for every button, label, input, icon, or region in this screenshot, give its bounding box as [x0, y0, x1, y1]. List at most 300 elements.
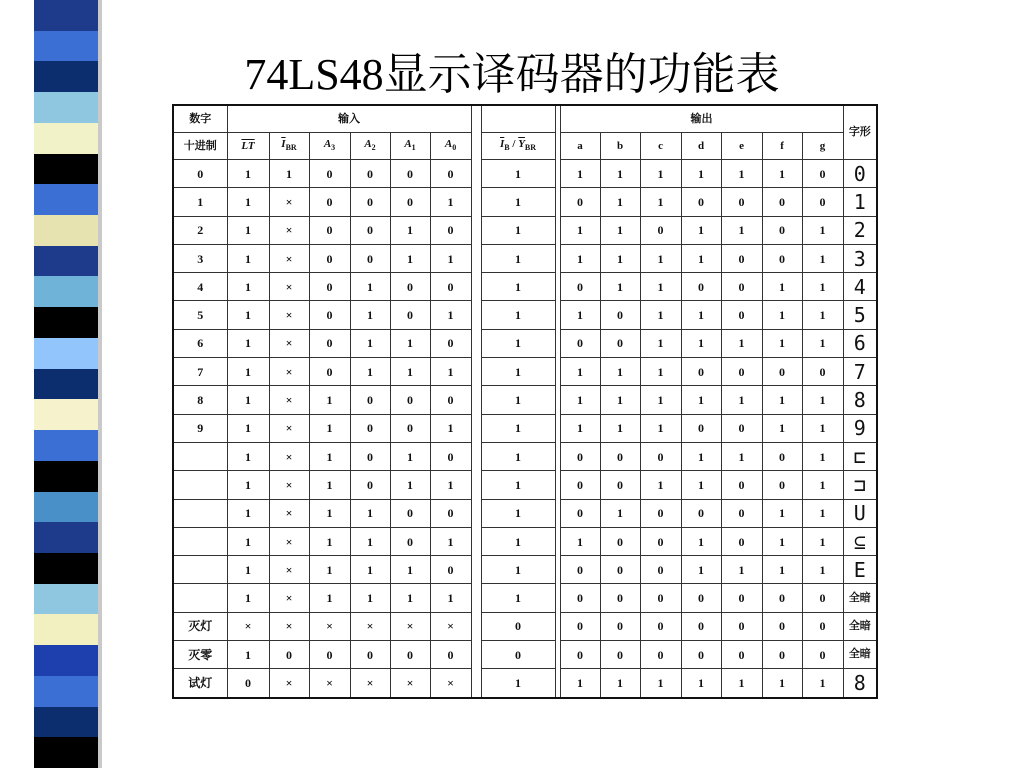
cell-ib-ybr: 1 [481, 386, 555, 414]
cell-seg-b: 1 [600, 188, 640, 216]
cell-seg-e: 0 [721, 244, 762, 272]
cell-a0: 0 [430, 329, 471, 357]
cell-seg-f: 1 [762, 669, 802, 698]
cell-a1: 1 [390, 442, 430, 470]
cell-seg-a: 0 [560, 612, 600, 640]
cell-seg-a: 1 [560, 244, 600, 272]
table-row [173, 244, 877, 272]
cell-a1: × [390, 669, 430, 698]
cell-ib-ybr: 1 [481, 244, 555, 272]
cell-seg-f: 1 [762, 499, 802, 527]
header-YBR-label: $\overline{Y}$ [518, 138, 525, 151]
row-label: 试灯 [173, 669, 227, 698]
cell-ib-ybr: 0 [481, 641, 555, 669]
spacer-cell [471, 244, 481, 272]
cell-glyph: ⊏ [843, 442, 877, 470]
cell-seg-f: 0 [762, 584, 802, 612]
spacer-cell [471, 471, 481, 499]
cell-seg-b: 0 [600, 329, 640, 357]
cell-seg-g: 1 [802, 414, 843, 442]
cell-a1: 0 [390, 527, 430, 555]
strip-band [34, 645, 98, 676]
cell-lt: 1 [227, 442, 269, 470]
table-row [173, 499, 877, 527]
cell-glyph: 2 [843, 216, 877, 244]
cell-seg-e: 1 [721, 216, 762, 244]
cell-seg-a: 0 [560, 471, 600, 499]
table-row [173, 527, 877, 555]
cell-seg-d: 1 [681, 556, 721, 584]
spacer-cell [471, 386, 481, 414]
spacer-cell [471, 556, 481, 584]
cell-ibr: × [269, 188, 309, 216]
cell-seg-d: 0 [681, 414, 721, 442]
cell-a1: 1 [390, 556, 430, 584]
cell-seg-e: 0 [721, 188, 762, 216]
header-A1-label: A [404, 138, 412, 151]
cell-ib-ybr: 1 [481, 188, 555, 216]
cell-ib-ybr: 1 [481, 358, 555, 386]
row-label: 1 [173, 188, 227, 216]
cell-seg-f: 1 [762, 301, 802, 329]
cell-ibr: × [269, 612, 309, 640]
row-label [173, 584, 227, 612]
cell-ib-ybr: 1 [481, 442, 555, 470]
cell-seg-f: 0 [762, 216, 802, 244]
strip-band [34, 215, 98, 246]
cell-ib-ybr: 1 [481, 414, 555, 442]
cell-a0: 1 [430, 188, 471, 216]
cell-lt: × [227, 612, 269, 640]
strip-band [34, 184, 98, 215]
spacer-cell [471, 584, 481, 612]
header-YBR-sub: BR [524, 143, 537, 153]
spacer-cell [471, 188, 481, 216]
cell-a2: 1 [350, 329, 390, 357]
header-e: e [721, 133, 762, 160]
cell-a1: 0 [390, 160, 430, 188]
cell-ibr: × [269, 358, 309, 386]
cell-seg-g: 1 [802, 669, 843, 698]
cell-seg-c: 0 [640, 641, 681, 669]
cell-seg-d: 1 [681, 442, 721, 470]
cell-a1: 1 [390, 584, 430, 612]
strip-band [34, 246, 98, 277]
cell-a2: 0 [350, 386, 390, 414]
header-f: f [762, 133, 802, 160]
cell-lt: 1 [227, 386, 269, 414]
header-A0-sub: 0 [452, 143, 457, 153]
cell-a3: × [309, 669, 350, 698]
cell-a1: 0 [390, 273, 430, 301]
cell-seg-e: 1 [721, 160, 762, 188]
cell-ibr: 1 [269, 160, 309, 188]
cell-glyph: 5 [843, 301, 877, 329]
cell-ibr: × [269, 556, 309, 584]
cell-seg-e: 0 [721, 584, 762, 612]
cell-seg-c: 1 [640, 273, 681, 301]
cell-seg-f: 1 [762, 556, 802, 584]
cell-seg-e: 1 [721, 329, 762, 357]
cell-seg-f: 0 [762, 358, 802, 386]
cell-seg-e: 0 [721, 641, 762, 669]
cell-seg-b: 0 [600, 612, 640, 640]
cell-seg-g: 1 [802, 499, 843, 527]
cell-seg-g: 0 [802, 160, 843, 188]
cell-a3: 1 [309, 471, 350, 499]
cell-a3: 0 [309, 329, 350, 357]
header-a: a [560, 133, 600, 160]
cell-seg-f: 1 [762, 273, 802, 301]
strip-band [34, 338, 98, 369]
header-A1 [390, 133, 430, 160]
cell-lt: 1 [227, 414, 269, 442]
spacer-cell [471, 414, 481, 442]
cell-seg-b: 0 [600, 556, 640, 584]
cell-seg-d: 1 [681, 216, 721, 244]
row-label: 灭灯 [173, 612, 227, 640]
cell-seg-d: 0 [681, 641, 721, 669]
cell-a2: 0 [350, 244, 390, 272]
cell-ib-ybr: 0 [481, 612, 555, 640]
cell-a1: 1 [390, 329, 430, 357]
spacer-cell [471, 358, 481, 386]
cell-seg-c: 0 [640, 527, 681, 555]
cell-glyph: 4 [843, 273, 877, 301]
cell-seg-a: 1 [560, 301, 600, 329]
cell-seg-c: 1 [640, 358, 681, 386]
cell-a0: 0 [430, 273, 471, 301]
cell-seg-b: 0 [600, 442, 640, 470]
cell-ibr: × [269, 386, 309, 414]
strip-band [34, 707, 98, 738]
cell-seg-a: 0 [560, 273, 600, 301]
cell-glyph: 7 [843, 358, 877, 386]
cell-ibr: × [269, 584, 309, 612]
cell-seg-c: 0 [640, 216, 681, 244]
cell-ibr: 0 [269, 641, 309, 669]
cell-glyph: 全暗 [843, 612, 877, 640]
cell-glyph: U [843, 499, 877, 527]
cell-seg-b: 1 [600, 160, 640, 188]
cell-seg-a: 1 [560, 358, 600, 386]
strip-band [34, 553, 98, 584]
cell-seg-d: 1 [681, 244, 721, 272]
cell-ib-ybr: 1 [481, 329, 555, 357]
row-label: 3 [173, 244, 227, 272]
cell-lt: 1 [227, 301, 269, 329]
cell-a2: 1 [350, 584, 390, 612]
cell-seg-a: 1 [560, 527, 600, 555]
cell-seg-e: 0 [721, 414, 762, 442]
cell-a0: 0 [430, 641, 471, 669]
cell-a0: 1 [430, 244, 471, 272]
cell-a1: 0 [390, 641, 430, 669]
cell-seg-f: 0 [762, 471, 802, 499]
header-A3-label: A [323, 138, 332, 151]
cell-seg-b: 1 [600, 386, 640, 414]
header-IBR [269, 133, 309, 160]
cell-a3: 0 [309, 216, 350, 244]
cell-lt: 0 [227, 669, 269, 698]
cell-glyph: 3 [843, 244, 877, 272]
cell-a2: 1 [350, 358, 390, 386]
cell-lt: 1 [227, 556, 269, 584]
header-A2 [350, 133, 390, 160]
table-row [173, 669, 877, 698]
cell-seg-g: 0 [802, 188, 843, 216]
cell-seg-d: 0 [681, 499, 721, 527]
cell-seg-c: 1 [640, 471, 681, 499]
strip-band [34, 307, 98, 338]
cell-glyph: 8 [843, 386, 877, 414]
cell-glyph: ⊐ [843, 471, 877, 499]
cell-a3: 0 [309, 160, 350, 188]
cell-a1: 1 [390, 358, 430, 386]
cell-a0: 1 [430, 414, 471, 442]
spacer-cell [471, 133, 481, 160]
cell-ib-ybr: 1 [481, 471, 555, 499]
cell-glyph: ⊆ [843, 527, 877, 555]
table-row [173, 216, 877, 244]
cell-a2: 1 [350, 527, 390, 555]
cell-seg-f: 0 [762, 612, 802, 640]
cell-seg-g: 1 [802, 244, 843, 272]
cell-lt: 1 [227, 273, 269, 301]
cell-a1: 0 [390, 301, 430, 329]
header-b: b [600, 133, 640, 160]
cell-a1: 0 [390, 188, 430, 216]
cell-seg-c: 1 [640, 329, 681, 357]
cell-seg-d: 0 [681, 584, 721, 612]
strip-band [34, 276, 98, 307]
cell-a3: 1 [309, 584, 350, 612]
cell-ibr: × [269, 527, 309, 555]
row-label: 0 [173, 160, 227, 188]
cell-a2: 1 [350, 499, 390, 527]
cell-a0: 1 [430, 358, 471, 386]
cell-a3: 0 [309, 244, 350, 272]
cell-seg-b: 0 [600, 471, 640, 499]
cell-seg-b: 1 [600, 669, 640, 698]
spacer-cell [471, 499, 481, 527]
cell-glyph: 1 [843, 188, 877, 216]
cell-lt: 1 [227, 499, 269, 527]
header-A3-sub: 3 [331, 143, 336, 153]
table-row [173, 442, 877, 470]
strip-band [34, 0, 98, 31]
cell-seg-g: 0 [802, 584, 843, 612]
cell-seg-e: 0 [721, 273, 762, 301]
table-row [173, 386, 877, 414]
strip-band [34, 399, 98, 430]
function-table [172, 104, 878, 699]
cell-seg-g: 0 [802, 612, 843, 640]
cell-seg-b: 1 [600, 358, 640, 386]
cell-seg-e: 1 [721, 442, 762, 470]
cell-seg-f: 1 [762, 160, 802, 188]
cell-seg-g: 1 [802, 301, 843, 329]
header-g: g [802, 133, 843, 160]
cell-seg-g: 1 [802, 527, 843, 555]
cell-seg-g: 1 [802, 273, 843, 301]
cell-seg-b: 0 [600, 301, 640, 329]
cell-a3: 1 [309, 556, 350, 584]
cell-ibr: × [269, 301, 309, 329]
cell-a3: 1 [309, 414, 350, 442]
cell-a2: 1 [350, 301, 390, 329]
row-label: 2 [173, 216, 227, 244]
cell-lt: 1 [227, 160, 269, 188]
cell-seg-a: 1 [560, 386, 600, 414]
cell-ibr: × [269, 414, 309, 442]
header-A2-sub: 2 [371, 143, 376, 153]
cell-seg-b: 0 [600, 527, 640, 555]
cell-seg-d: 0 [681, 188, 721, 216]
spacer-cell [471, 160, 481, 188]
cell-a2: 0 [350, 641, 390, 669]
row-label: 7 [173, 358, 227, 386]
cell-a3: 1 [309, 442, 350, 470]
cell-ib-ybr: 1 [481, 527, 555, 555]
cell-seg-e: 0 [721, 471, 762, 499]
cell-a3: 1 [309, 527, 350, 555]
cell-lt: 1 [227, 358, 269, 386]
cell-lt: 1 [227, 641, 269, 669]
cell-ibr: × [269, 669, 309, 698]
cell-seg-f: 1 [762, 414, 802, 442]
cell-seg-d: 0 [681, 612, 721, 640]
cell-seg-f: 0 [762, 188, 802, 216]
cell-seg-d: 1 [681, 329, 721, 357]
cell-ib-ybr: 1 [481, 273, 555, 301]
cell-ibr: × [269, 499, 309, 527]
cell-a0: 0 [430, 386, 471, 414]
table-row [173, 358, 877, 386]
row-label [173, 556, 227, 584]
cell-a2: 0 [350, 160, 390, 188]
cell-ibr: × [269, 244, 309, 272]
cell-seg-c: 1 [640, 669, 681, 698]
header-IBR-label: $\overline{I}$ [281, 138, 286, 151]
header-glyph: 字形 [843, 105, 877, 160]
table-row [173, 301, 877, 329]
cell-seg-d: 0 [681, 273, 721, 301]
cell-lt: 1 [227, 216, 269, 244]
cell-a0: 1 [430, 471, 471, 499]
table-row [173, 273, 877, 301]
table-row [173, 612, 877, 640]
cell-seg-g: 1 [802, 556, 843, 584]
cell-a1: 0 [390, 499, 430, 527]
cell-a1: 0 [390, 386, 430, 414]
cell-seg-a: 0 [560, 641, 600, 669]
cell-seg-b: 1 [600, 216, 640, 244]
cell-seg-c: 1 [640, 188, 681, 216]
cell-a2: 1 [350, 556, 390, 584]
row-label: 4 [173, 273, 227, 301]
header-IBR-sub: BR [285, 143, 297, 153]
cell-seg-b: 1 [600, 499, 640, 527]
cell-lt: 1 [227, 244, 269, 272]
strip-band [34, 461, 98, 492]
cell-a0: 1 [430, 301, 471, 329]
cell-seg-d: 1 [681, 386, 721, 414]
cell-seg-f: 0 [762, 244, 802, 272]
cell-seg-e: 0 [721, 301, 762, 329]
cell-a0: × [430, 612, 471, 640]
cell-a0: 0 [430, 499, 471, 527]
cell-a2: 0 [350, 188, 390, 216]
cell-ib-ybr: 1 [481, 216, 555, 244]
strip-band [34, 614, 98, 645]
cell-a2: × [350, 612, 390, 640]
cell-lt: 1 [227, 584, 269, 612]
spacer-cell [471, 329, 481, 357]
cell-a3: 0 [309, 188, 350, 216]
table-body [173, 160, 877, 698]
cell-ib-ybr: 1 [481, 556, 555, 584]
cell-seg-g: 1 [802, 216, 843, 244]
cell-seg-a: 1 [560, 669, 600, 698]
cell-seg-g: 1 [802, 442, 843, 470]
strip-band [34, 584, 98, 615]
strip-band [34, 123, 98, 154]
cell-seg-g: 1 [802, 329, 843, 357]
strip-band [34, 676, 98, 707]
cell-seg-c: 1 [640, 301, 681, 329]
strip-band [34, 737, 98, 768]
cell-a3: 0 [309, 273, 350, 301]
cell-a3: 1 [309, 386, 350, 414]
cell-a2: × [350, 669, 390, 698]
cell-seg-a: 0 [560, 556, 600, 584]
row-label: 9 [173, 414, 227, 442]
table-row [173, 160, 877, 188]
header-A1-sub: 1 [411, 143, 416, 153]
cell-seg-f: 0 [762, 641, 802, 669]
spacer-cell [471, 612, 481, 640]
cell-seg-b: 0 [600, 641, 640, 669]
header-A0-label: A [444, 138, 453, 151]
table-row [173, 329, 877, 357]
cell-ibr: × [269, 216, 309, 244]
cell-seg-b: 1 [600, 414, 640, 442]
cell-a3: × [309, 612, 350, 640]
table-row [173, 471, 877, 499]
cell-lt: 1 [227, 329, 269, 357]
cell-ibr: × [269, 273, 309, 301]
cell-seg-d: 1 [681, 669, 721, 698]
cell-a2: 1 [350, 273, 390, 301]
strip-band [34, 492, 98, 523]
cell-a0: 0 [430, 216, 471, 244]
cell-seg-b: 1 [600, 273, 640, 301]
header-output: 输出 [560, 105, 843, 133]
table-row [173, 414, 877, 442]
cell-seg-a: 0 [560, 329, 600, 357]
cell-seg-f: 1 [762, 386, 802, 414]
cell-seg-g: 0 [802, 641, 843, 669]
decorative-color-strip [34, 0, 98, 768]
header-blank [481, 105, 555, 133]
cell-glyph: 8 [843, 669, 877, 698]
cell-ib-ybr: 1 [481, 584, 555, 612]
header-IB-sub: B [504, 143, 510, 153]
header-A0 [430, 133, 471, 160]
row-label [173, 527, 227, 555]
cell-ibr: × [269, 442, 309, 470]
